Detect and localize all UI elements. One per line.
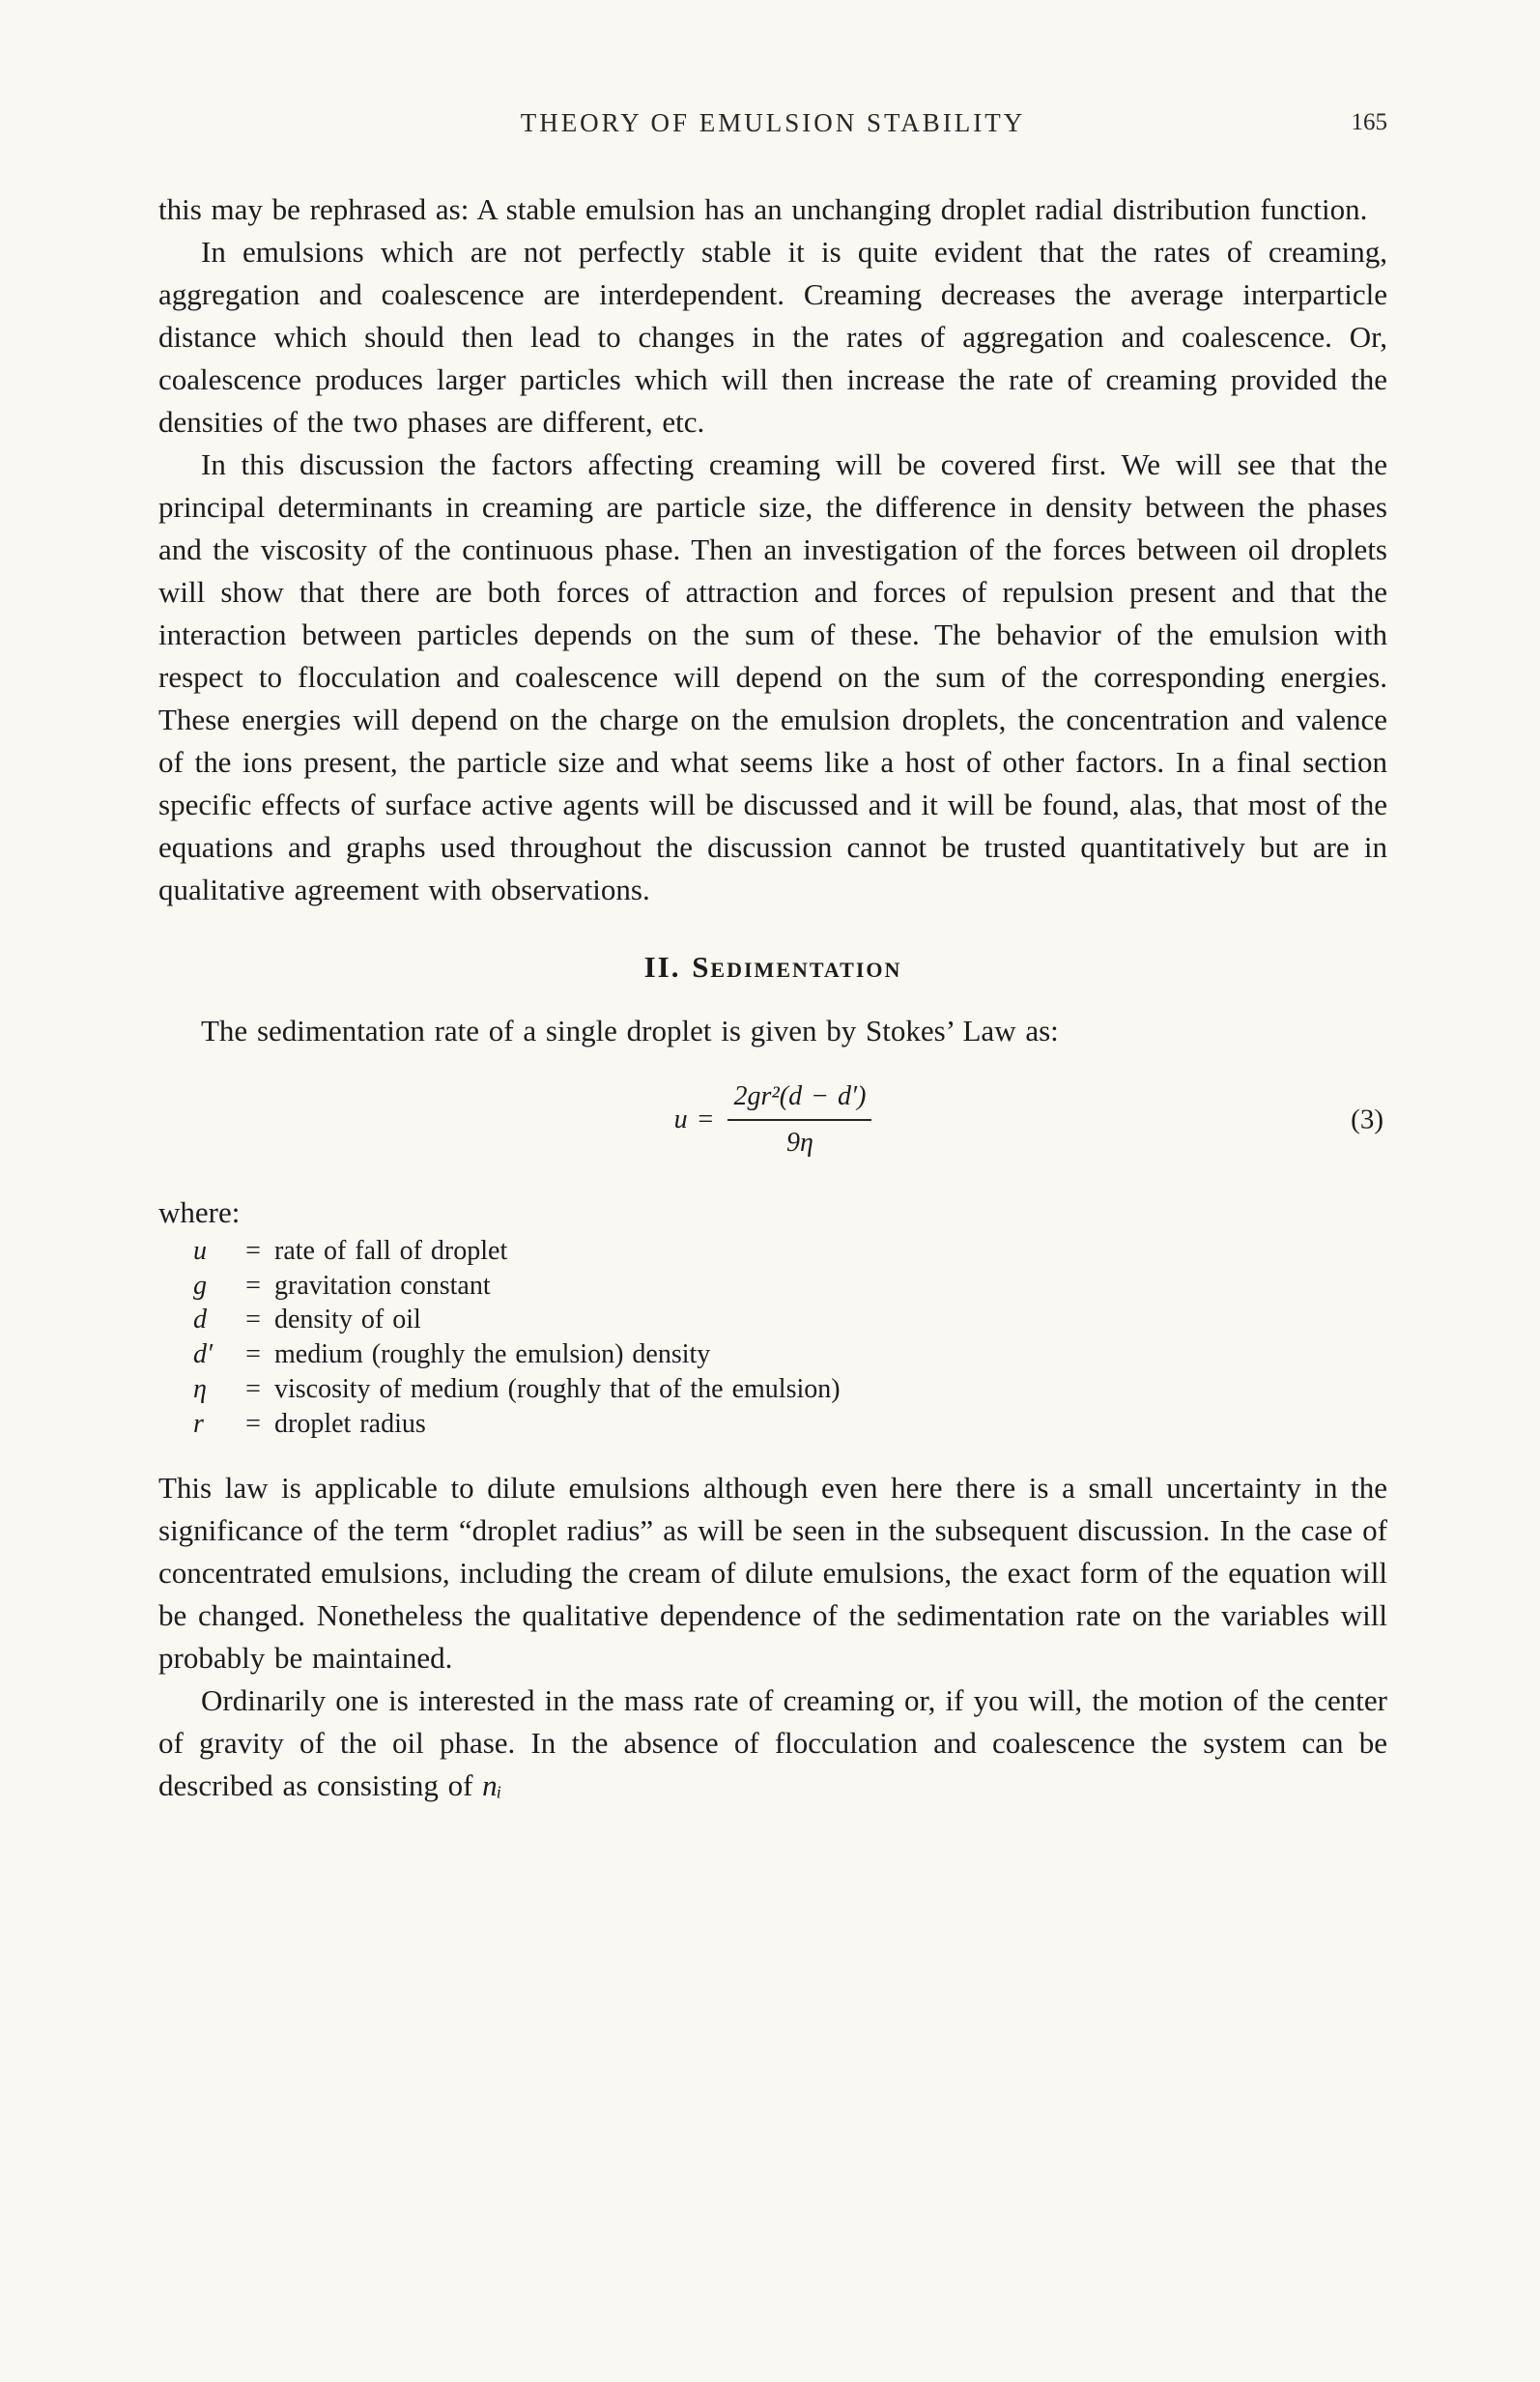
definition-row-eta <box>193 1372 1387 1407</box>
definition-row-g <box>193 1269 1387 1304</box>
definition-symbol: η <box>193 1374 207 1405</box>
definition-symbol: d′ <box>193 1339 214 1370</box>
definition-row-r <box>193 1407 1387 1442</box>
equals-sign: = <box>245 1305 261 1335</box>
paragraph-law-applicability: This law is applicable to dilute emulsions although even here there is a small uncertainty in the significance of the term “droplet radius” as will be seen in the subsequent discussion. In the case of concentrated emulsions, including the cream of dilute emulsions, the exact form of the equation will be changed. Nonetheless the qualitative dependence of the sedimentation rate on the variables will probably be maintained. <box>158 1470 1387 1675</box>
definition-text: medium (roughly the emulsion) density <box>274 1339 711 1370</box>
variable-definitions <box>193 1234 1387 1442</box>
definition-symbol: g <box>193 1270 207 1301</box>
definition-text: rate of fall of droplet <box>274 1235 508 1266</box>
definition-symbol: r <box>193 1408 204 1439</box>
paragraph-continuation: this may be rephrased as: A stable emulsion has an unchanging droplet radial distribution function. <box>158 192 1368 226</box>
where-label: where: <box>158 1194 241 1229</box>
equation-number: (3) <box>1351 1104 1383 1135</box>
paragraph-mass-rate-text: Ordinarily one is interested in the mass rate of creaming or, if you will, the motion of the center of gravity of the oil phase. In the absence of flocculation and coalescence the system can be described as consisting of <box>158 1682 1387 1802</box>
running-head <box>158 108 1387 138</box>
variable-n-sub-i: nᵢ <box>482 1767 502 1802</box>
equation-denominator: 9η <box>786 1128 813 1159</box>
body-text <box>158 188 1387 1807</box>
equals-sign: = <box>245 1339 261 1370</box>
definition-row-d-prime <box>193 1337 1387 1372</box>
equals-sign: = <box>245 1235 261 1266</box>
paragraph-mass-rate <box>158 1679 1387 1807</box>
running-head-title: THEORY OF EMULSION STABILITY <box>520 108 1026 137</box>
paragraph-interdependence: In emulsions which are not perfectly stable it is quite evident that the rates of creaming, aggregation and coalescence are interdependent. Creaming decreases the average interparticle distance which should then lead to changes in the rates of aggregation and coalescence. Or, coalescence produces larger particles which will then increase the rate of creaming provided the densities of the two phases are different, etc. <box>158 235 1387 440</box>
page-number: 165 <box>1351 109 1387 135</box>
equation-numerator: 2gr²(d − d′) <box>727 1077 871 1121</box>
stokes-law-equation <box>158 1077 1387 1162</box>
definition-text: droplet radius <box>274 1408 426 1439</box>
definition-text: density of oil <box>274 1305 421 1335</box>
definition-symbol: u <box>193 1235 207 1266</box>
equals-sign: = <box>245 1270 261 1301</box>
definition-text: viscosity of medium (roughly that of the emulsion) <box>274 1374 841 1405</box>
equals-sign: = <box>245 1408 261 1439</box>
equation-fraction <box>727 1077 871 1162</box>
section-heading-sedimentation: II. Sedimentation <box>643 950 902 985</box>
equation-lhs: u = <box>673 1105 715 1135</box>
definition-text: gravitation constant <box>274 1270 491 1301</box>
definition-row-u <box>193 1234 1387 1269</box>
paragraph-discussion-overview: In this discussion the factors affecting creaming will be covered first. We will see that the principal determinants in creaming are particle size, the difference in density between the phases and the viscosity of the continuous phase. Then an investigation of the forces between oil droplets will show that there are both forces of attraction and forces of repulsion present and that the interaction between particles depends on the sum of these. The behavior of the emulsion with respect to flocculation and coalescence will depend on the sum of the corresponding energies. These energies will depend on the charge on the emulsion droplets, the concentration and valence of the ions present, the particle size and what seems like a host of other factors. In a final section specific effects of surface active agents will be discussed and it will be found, alas, that most of the equations and graphs used throughout the discussion cannot be trusted quantitatively but are in qualitative agreement with observations. <box>158 447 1387 907</box>
paragraph-stokes-intro: The sedimentation rate of a single droplet is given by Stokes’ Law as: <box>201 1014 1059 1048</box>
definition-symbol: d <box>193 1305 207 1335</box>
definition-row-d <box>193 1303 1387 1337</box>
equals-sign: = <box>245 1374 261 1405</box>
